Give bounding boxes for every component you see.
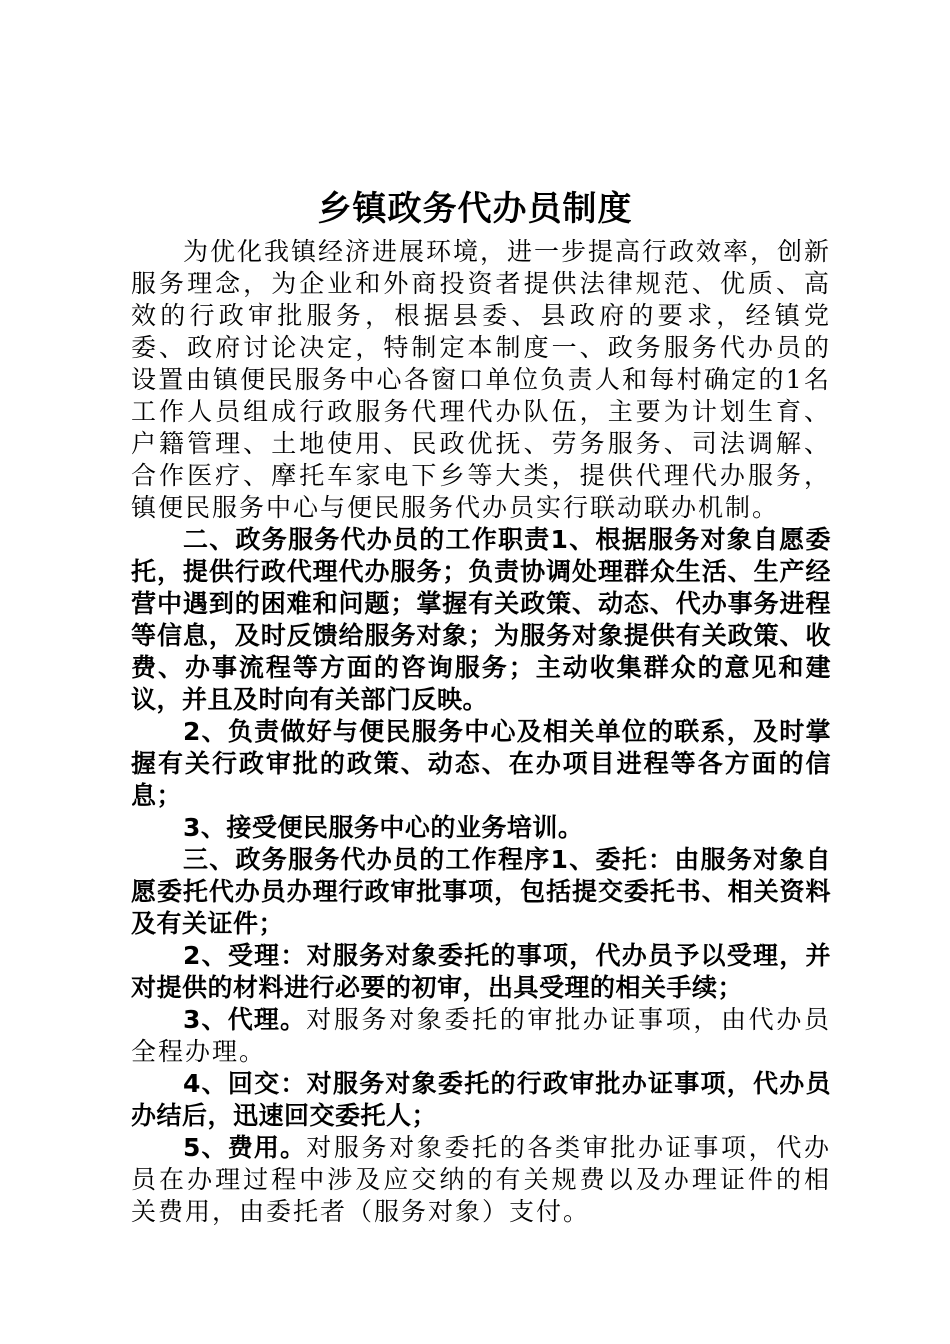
- document-title: 乡镇政务代办员制度: [317, 189, 633, 229]
- step-fees-lead: 5、费用。: [183, 1133, 307, 1162]
- paragraph-step-proxy: [131, 1004, 831, 1068]
- step-fees-text: 对服务对象委托的各类审批办证事项，代办员在办理过程中涉及应交纳的有关规费以及办理证件的相关费用，由委托者（服务对象）支付。: [131, 1133, 831, 1226]
- paragraph-step-return: 4、回交：对服务对象委托的行政审批办证事项，代办员办结后，迅速回交委托人；: [131, 1069, 831, 1130]
- paragraph-duties: 二、政务服务代办员的工作职责1、根据服务对象自愿委托，提供行政代理代办服务；负责协调处理群众生活、生产经营中遇到的困难和问题；掌握有关政策、动态、代办事务进程等信息，及时反馈给服务对象；为服务对象提供有关政策、收费、办事流程等方面的咨询服务；主动收集群众的意见和建议，并且及时向有关部门反映。: [131, 525, 831, 714]
- paragraph-intro: 为优化我镇经济进展环境，进一步提高行政效率，创新服务理念，为企业和外商投资者提供法律规范、优质、高效的行政审批服务，根据县委、县政府的要求，经镇党委、政府讨论决定，特制定本制度一、政务服务代办员的设置由镇便民服务中心各窗口单位负责人和每村确定的1名工作人员组成行政服务代理代办队伍，主要为计划生育、户籍管理、土地使用、民政优抚、劳务服务、司法调解、合作医疗、摩托车家电下乡等大类，提供代理代办服务，镇便民服务中心与便民服务代办员实行联动联办机制。: [131, 237, 832, 522]
- document-body: [131, 236, 831, 1228]
- paragraph-duty-3: 3、接受便民服务中心的业务培训。: [183, 813, 584, 842]
- paragraph-step-accept: 2、受理：对服务对象委托的事项，代办员予以受理，并对提供的材料进行必要的初审，出具受理的相关手续；: [131, 941, 831, 1002]
- paragraph-step-fees: [131, 1132, 831, 1228]
- step-proxy-text: 对服务对象委托的审批办证事项，由代办员全程办理。: [131, 1005, 831, 1066]
- paragraph-duty-2: 2、负责做好与便民服务中心及相关单位的联系，及时掌握有关行政审批的政策、动态、在办项目进程等各方面的信息；: [131, 717, 831, 810]
- step-proxy-lead: 3、代理。: [183, 1005, 307, 1034]
- paragraph-procedure: 三、政务服务代办员的工作程序1、委托：由服务对象自愿委托代办员办理行政审批事项，包括提交委托书、相关资料及有关证件；: [131, 845, 831, 938]
